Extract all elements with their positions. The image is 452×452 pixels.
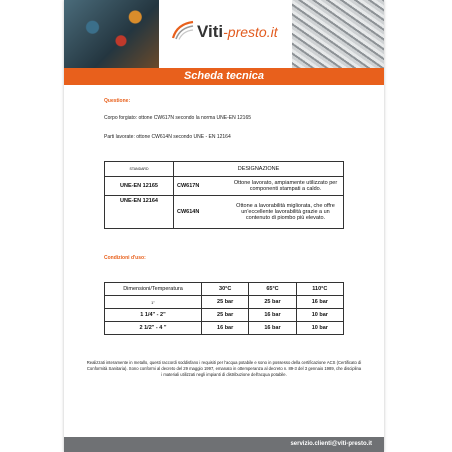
table-row [105, 322, 344, 335]
header-designazione: DESIGNAZIONE [174, 162, 344, 177]
logo-suffix: -presto.it [223, 24, 278, 40]
header-standard: STANDARD [105, 162, 174, 177]
logo [159, 0, 292, 68]
cell-pressure: 10 bar [296, 309, 343, 322]
header-temp: 110°C [296, 283, 343, 296]
cell-pressure: 25 bar [202, 309, 249, 322]
section-condizioni: Condizioni d'uso: [104, 255, 146, 261]
certification-text: Realizzati interamente in metallo, questi raccordi soddisfano i requisiti per l'acqua potabile e sono in possesso della certificazione ACS (Certificato di Conformità Sanitaria). Sono conformi al decreto del 29 maggio 1997, emanato in ottemperanza al decreto n. 89-3 del 3 gennaio 1989, che disciplina i materiali utilizzati negli impianti di distribuzione dell'acqua potabile. [86, 360, 362, 377]
document-page [64, 0, 384, 452]
cell-code: CW617N [174, 177, 229, 196]
parti-text: Parti lavorate: ottone CW614N secondo UNE - EN 12164 [104, 134, 231, 140]
tools-photo [64, 0, 159, 68]
table-row [105, 177, 344, 196]
cell-standard: UNE-EN 12164 [105, 196, 174, 229]
cell-pressure: 16 bar [202, 322, 249, 335]
cell-size: 1" [105, 296, 202, 309]
cell-pressure: 25 bar [202, 296, 249, 309]
table-row [105, 296, 344, 309]
corpo-text: Corpo forgiato: ottone CW617N secondo la norma UNE-EN 12165 [104, 115, 252, 121]
cell-desc: Ottone a lavorabilità migliorata, che offre un'eccellente lavorabilità grazie a un contenuto di piombo più elevato. [228, 196, 344, 229]
standards-table [104, 161, 344, 229]
cell-pressure: 16 bar [249, 322, 296, 335]
cell-code: CW614N [174, 196, 229, 229]
header-dimension: Dimensioni/Temperatura [105, 283, 202, 296]
section-questione: Questione: [104, 98, 131, 104]
cell-pressure: 16 bar [296, 296, 343, 309]
header-temp: 65°C [249, 283, 296, 296]
footer-email-link[interactable]: servizio.clienti@viti-presto.it [290, 441, 372, 447]
page-title: Scheda tecnica [183, 70, 265, 82]
header [64, 0, 384, 68]
table-header-row [105, 162, 344, 177]
logo-name: Viti [197, 22, 224, 41]
logo-text [197, 22, 278, 42]
cell-pressure: 10 bar [296, 322, 343, 335]
table-header-row [105, 283, 344, 296]
cell-standard: UNE-EN 12165 [105, 177, 174, 196]
cell-size: 2 1/2" - 4 " [105, 322, 202, 335]
screws-photo [292, 0, 384, 68]
logo-swoosh-icon [171, 20, 195, 40]
cell-pressure: 16 bar [249, 309, 296, 322]
cell-desc: Ottone lavorato, ampiamente utilizzato per componenti stampati a caldo. [228, 177, 344, 196]
table-row [105, 309, 344, 322]
cell-pressure: 25 bar [249, 296, 296, 309]
header-temp: 30°C [202, 283, 249, 296]
cell-size: 1 1/4" - 2" [105, 309, 202, 322]
table-row [105, 196, 344, 229]
pressure-table [104, 282, 344, 335]
